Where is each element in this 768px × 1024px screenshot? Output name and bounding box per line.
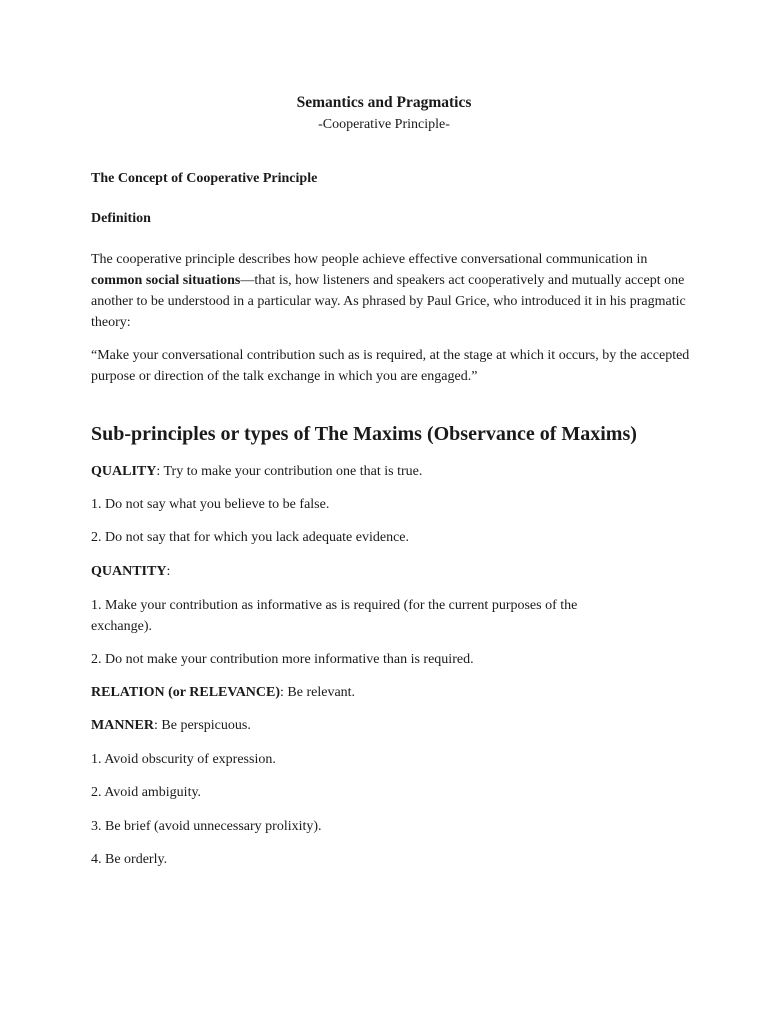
manner-item: 4. Be orderly. <box>91 852 168 867</box>
manner-item: 2. Avoid ambiguity. <box>91 785 202 800</box>
manner-text: : Be perspicuous. <box>154 718 251 733</box>
quality-maxim <box>91 461 691 482</box>
relation-label: RELATION (or RELEVANCE) <box>91 685 281 700</box>
relation-text: : Be relevant. <box>280 685 356 700</box>
definition-emphasis: common social situations <box>91 273 241 288</box>
manner-item: 1. Avoid obscurity of expression. <box>91 752 276 767</box>
document-subtitle: -Cooperative Principle- <box>318 117 450 132</box>
quality-item: 2. Do not say that for which you lack adequate evidence. <box>91 530 410 545</box>
quality-item: 1. Do not say what you believe to be false. <box>91 497 330 512</box>
manner-label: MANNER <box>91 718 154 733</box>
quantity-item: 2. Do not make your contribution more informative than is required. <box>91 652 474 667</box>
quantity-label: QUANTITY <box>91 564 167 579</box>
definition-text-prefix: The cooperative principle describes how people achieve effective conversational communication in <box>91 252 648 267</box>
quality-text: : Try to make your contribution one that is true. <box>156 464 423 479</box>
grice-quote: “Make your conversational contribution such as is required, at the stage at which it occurs, by the accepted purpose or direction of the talk exchange in which you are engaged.” <box>91 348 690 384</box>
maxims-heading: Sub-principles or types of The Maxims (Observance of Maxims) <box>91 423 637 445</box>
definition-paragraph <box>91 249 691 333</box>
relation-maxim <box>91 682 691 703</box>
section-heading: The Concept of Cooperative Principle <box>91 171 318 186</box>
manner-item: 3. Be brief (avoid unnecessary prolixity). <box>91 819 322 834</box>
quantity-text: : <box>166 564 171 579</box>
quantity-maxim <box>91 561 691 582</box>
quality-label: QUALITY <box>91 464 157 479</box>
definition-text-suffix: —that is, how listeners and speakers act cooperatively and mutually accept one another to be understood in a particular way. As phrased by Paul Grice, who introduced it in his pragmatic theory: <box>91 273 686 330</box>
definition-heading: Definition <box>91 211 151 226</box>
manner-maxim <box>91 715 691 736</box>
document-title: Semantics and Pragmatics <box>296 94 472 111</box>
quantity-item: 1. Make your contribution as informative as is required (for the current purposes of the exchange). <box>91 598 578 634</box>
